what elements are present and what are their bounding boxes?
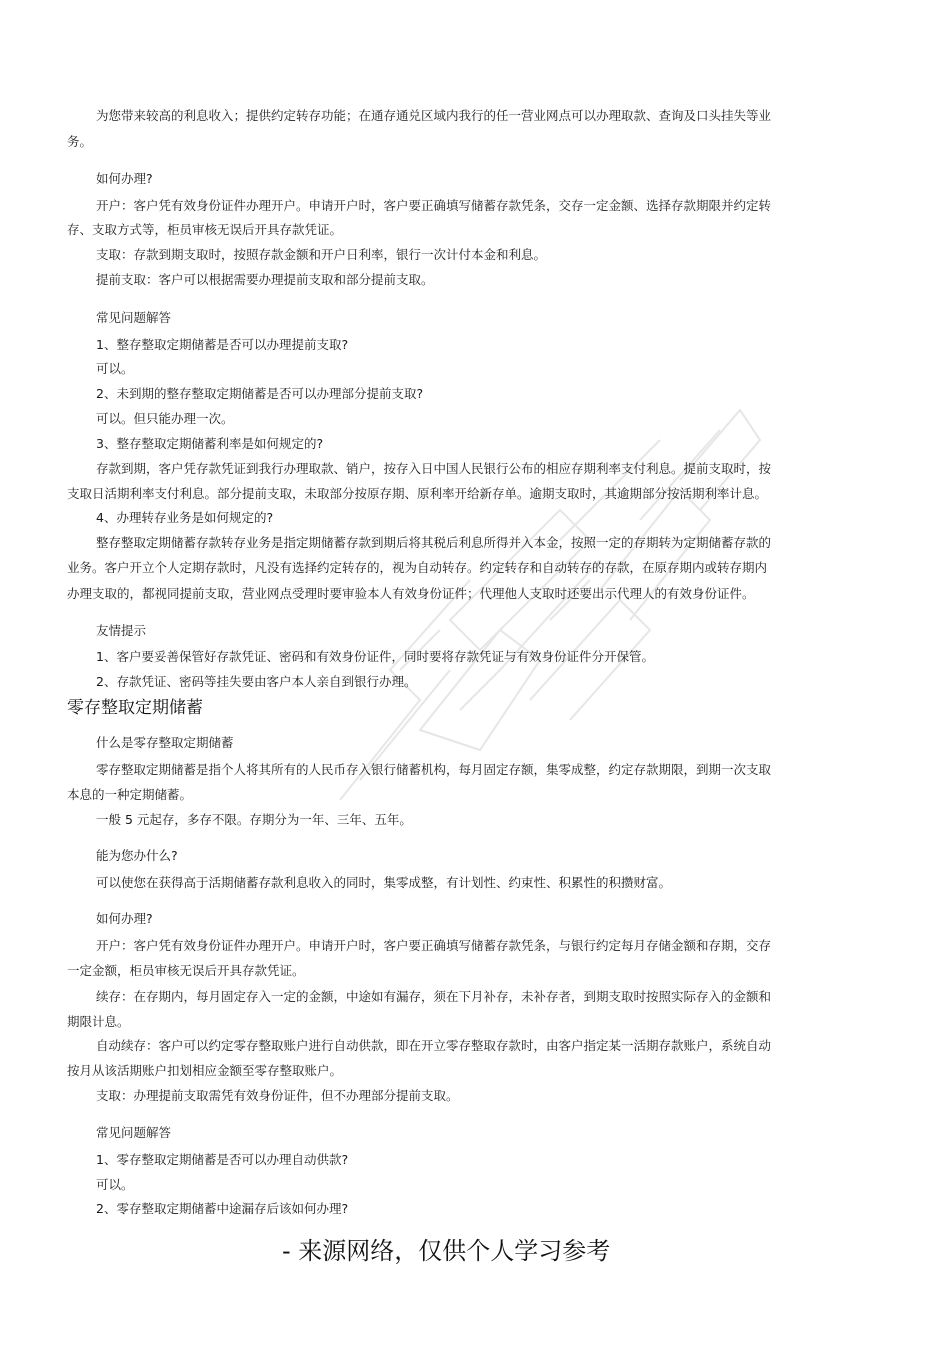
faq-question: 3、整存整取定期储蓄利率是如何规定的? xyxy=(96,436,324,451)
text-line: 务。 xyxy=(67,134,93,149)
text-line: 按月从该活期账户扣划相应金额至零存整取账户。 xyxy=(67,1063,343,1078)
tip-item: 1、客户要妥善保管好存款凭证、密码和有效身份证件，同时要将存款凭证与有效身份证件分开保管。 xyxy=(96,649,654,664)
tip-item: 2、存款凭证、密码等挂失要由客户本人亲自到银行办理。 xyxy=(96,674,417,689)
section-label: 什么是零存整取定期储蓄 xyxy=(96,735,234,750)
text-line: 自动续存：客户可以约定零存整取账户进行自动供款，即在开立零存整取存款时，由客户指定某一活期存款账户，系统自动 xyxy=(96,1038,772,1053)
section-label: 常见问题解答 xyxy=(96,1125,172,1140)
faq-question: 2、零存整取定期储蓄中途漏存后该如何办理? xyxy=(96,1201,349,1216)
text-line: 续存：在存期内，每月固定存入一定的金额，中途如有漏存，须在下月补存，未补存者，到期支取时按照实际存入的金额和 xyxy=(96,989,772,1004)
text-line: 支取：存款到期支取时，按照存款金额和开户日利率，银行一次计付本金和利息。 xyxy=(96,247,547,262)
faq-answer: 可以。 xyxy=(96,361,134,376)
text-line: 一定金额，柜员审核无误后开具存款凭证。 xyxy=(67,963,305,978)
faq-answer: 可以。但只能办理一次。 xyxy=(96,411,234,426)
faq-answer: 业务。客户开立个人定期存款时，凡没有选择约定转存的，视为自动转存。约定转存和自动转存的存款，在原存期内或转存期内 xyxy=(67,560,768,575)
footer-note: - 来源网络，仅供个人学习参考 xyxy=(282,1237,611,1265)
text-line: 提前支取：客户可以根据需要办理提前支取和部分提前支取。 xyxy=(96,272,434,287)
faq-answer: 支取日活期利率支付利息。部分提前支取，未取部分按原存期、原利率开给新存单。逾期支取时，其逾期部分按活期利率计息。 xyxy=(67,486,768,501)
text-line: 存、支取方式等，柜员审核无误后开具存款凭证。 xyxy=(67,222,343,237)
section-label: 能为您办什么? xyxy=(96,848,178,863)
text-line: 期限计息。 xyxy=(67,1014,130,1029)
faq-question: 1、整存整取定期储蓄是否可以办理提前支取? xyxy=(96,337,349,352)
text-line: 开户：客户凭有效身份证件办理开户。申请开户时，客户要正确填写储蓄存款凭条，与银行约定每月存储金额和存期，交存 xyxy=(96,938,772,953)
section-label: 如何办理? xyxy=(96,911,153,926)
section-label: 常见问题解答 xyxy=(96,310,172,325)
section-label: 如何办理? xyxy=(96,171,153,186)
text-line: 零存整取定期储蓄是指个人将其所有的人民币存入银行储蓄机构，每月固定存额，集零成整，约定存款期限，到期一次支取 xyxy=(96,762,772,777)
text-line: 为您带来较高的利息收入；提供约定转存功能；在通存通兑区域内我行的任一营业网点可以办理取款、查询及口头挂失等业 xyxy=(96,108,772,123)
faq-question: 4、办理转存业务是如何规定的? xyxy=(96,510,274,525)
faq-question: 1、零存整取定期储蓄是否可以办理自动供款? xyxy=(96,1152,349,1167)
faq-answer: 整存整取定期储蓄存款转存业务是指定期储蓄存款到期后将其税后利息所得并入本金，按照一定的存期转为定期储蓄存款的 xyxy=(96,535,772,550)
text-line: 支取：办理提前支取需凭有效身份证件，但不办理部分提前支取。 xyxy=(96,1088,459,1103)
text-line: 一般 5 元起存，多存不限。存期分为一年、三年、五年。 xyxy=(96,812,412,827)
text-line: 可以使您在获得高于活期储蓄存款利息收入的同时，集零成整，有计划性、约束性、积累性的积攒财富。 xyxy=(96,875,672,890)
faq-answer: 办理支取的，都视同提前支取，营业网点受理时要审验本人有效身份证件；代理他人支取时还要出示代理人的有效身份证件。 xyxy=(67,586,755,601)
text-line: 本息的一种定期储蓄。 xyxy=(67,787,193,802)
section-label: 友情提示 xyxy=(96,623,147,638)
text-line: 开户：客户凭有效身份证件办理开户。申请开户时，客户要正确填写储蓄存款凭条，交存一定金额、选择存款期限并约定转 xyxy=(96,198,772,213)
faq-answer: 存款到期，客户凭存款凭证到我行办理取款、销户，按存入日中国人民银行公布的相应存期利率支付利息。提前支取时，按 xyxy=(96,461,772,476)
faq-question: 2、未到期的整存整取定期储蓄是否可以办理部分提前支取? xyxy=(96,386,424,401)
section-heading: 零存整取定期储蓄 xyxy=(67,698,203,718)
faq-answer: 可以。 xyxy=(96,1177,134,1192)
